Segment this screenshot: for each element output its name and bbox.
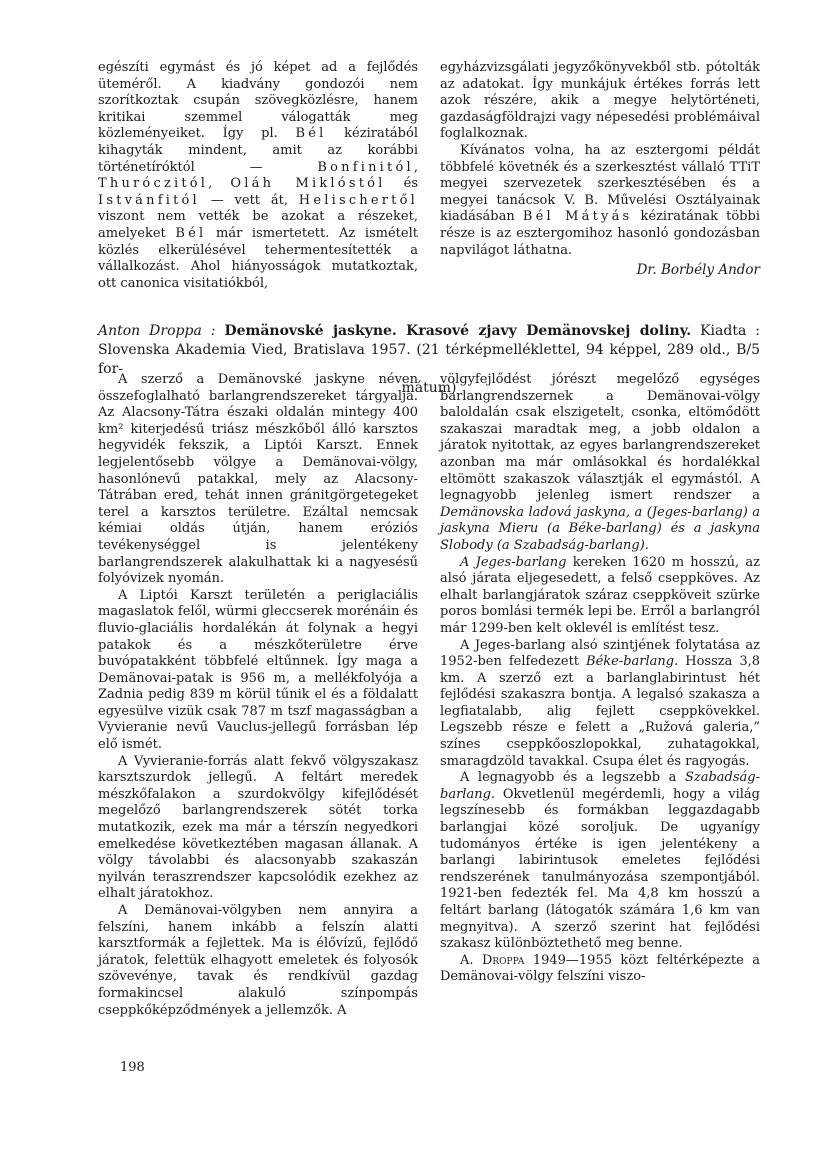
text: kereken 1620 m hosszú, az alsó járata eljegesedett, a felső cseppköves. Az elhalt barlangjáratok száraz cseppköveit szürke poros bomlási termék lepi be. Erről a barlangról már 1299-ben kelt oklevél is említést tesz.: [440, 554, 760, 636]
bottom-right-column: [440, 372, 760, 986]
paragraph: [440, 770, 760, 953]
name-istvanfi: Istvánfitól: [98, 192, 200, 208]
text: egészíti egymást és jó képet ad a fejlődés üteméről. A kiadvány gondozói nem szorítkoztak csupán szövegközlésre, hanem kritikai szemmel válogatták meg közleményeiket. Így pl.: [98, 60, 418, 142]
name-bel-matyas: Bél Mátyás: [522, 209, 633, 225]
paragraph: egyházvizsgálati jegyzőkönyvekből stb. pótolták az adatokat. Így munkájuk értékes forrás lett azok részére, akik a megye helytörténeti, gazdaságföldrajzi vagy népesedési problémáival foglalkoznak.: [440, 60, 760, 142]
top-left-column: [98, 60, 418, 292]
paragraph: A Vyvieranie-forrás alatt fekvő völgyszakasz karsztszurdok jellegű. A feltárt meredek mészkőfalakon a szurdokvölgy kifejlődését megelőző barlangrendszerek sötét torka mutatkozik, ezek ma már a térszín negyedkori emelkedése következtében magasan állanak. A völgy távolabbi és alacsonyabb szakaszán nyilván teraszrendszer kapcsolódik ezekhez az elhalt járatokhoz.: [98, 753, 418, 902]
paragraph: [440, 143, 760, 259]
text: Kívánatos volna, ha az esztergomi példát többfelé követnék és a szerkesztést vállaló TTiT megyei szervezetek szerkesztésében és a megyei tanácsok V. B. Művelési Osztályainak kiadásában: [440, 142, 760, 225]
cave-names: Demänovska ladová jaskyna, a (Jeges-barlang) a jaskyna Mieru (a Béke-barlang) és a jaskyna Slobody (a Szabadság-barlang).: [440, 504, 760, 553]
text: Hossza 3,8 km. A szerző ezt a barlanglabirintust hét fejlődési szakaszra bontja. A legalsó szakasza a legfiatalabb, alig fejlett cseppkövekkel. Legszebb része e felett a „Ružová galeria,” színes cseppkőoszlopokkal, zuhatagokkal, smaragdzöld tavakkal. Csupa élet és ragyogás.: [440, 654, 760, 769]
text: A Jeges-barlang alsó szintjének folytatása az 1952-ben felfedezett: [440, 637, 760, 670]
text: már ismertetett. Az ismételt közlés elkerülésével tehermentesítették a vállalkozást. Ahol hiányosságok mutatkoztak, ott canonica visitatiókból,: [98, 225, 418, 291]
bottom-left-column: [98, 372, 418, 1019]
paragraph: A Demänovai-völgyben nem annyira a felszíni, hanem inkább a felszín alatti karsztformák a fejlettek. Ma is élővízű, fejlődő járatok, felettük elhagyott emeletek és folyosók szövevénye, tavak és rendkívül gazdag formakincsel alakuló színpompás cseppkőképződmények a jellemzők. A: [98, 903, 418, 1018]
text: kéziratából kihagyták mindent, amit az korábbi történetíróktól —: [98, 126, 418, 175]
name-bonfini: Bonfinitól: [317, 159, 414, 175]
text: völgyfejlődést jórészt megelőző egységes barlangrendszernek a Demänovai-völgy baloldalán csak elszigetelt, csonka, eltömődött szakaszai maradtak meg, a jobb oldalon a járatok nyitottak, az egyes barlangrendszereket azonban ma már omlásokkal és hordalékkal eltömött szakaszok választják el egymástól. A legnagyobb jelenleg ismert rendszer a: [440, 372, 760, 504]
text: 1949—1955 közt feltérképezte a Demänovai-völgy felszíni viszo-: [440, 952, 760, 985]
review-publication-info-end: mátum): [401, 380, 457, 396]
name-thuroczi: Thuróczitól: [98, 176, 209, 192]
text: A.: [460, 952, 474, 968]
text: — vett át,: [210, 192, 288, 208]
name-helischer: Helischertől: [298, 192, 418, 208]
paragraph: [440, 638, 760, 771]
cave-name: Béke-barlang.: [586, 654, 679, 670]
text: viszont nem vették be azokat a részeket, amelyeket: [98, 209, 418, 241]
top-right-column: [440, 60, 760, 259]
paragraph: A Liptói Karszt területén a periglaciális magaslatok felől, würmi gleccserek morénáin és fluvio-glaciális hordalékán át folynak a hegyi patakok és a mészkőterületre érve buvópatakként többfelé eltűnnek. Így maga a Demänovai-patak is 956 m, a mellékfolyója a Zadnia pedig 839 m körül tűnik el és a földalatt egyesülve vizük csak 787 m tszf magasságban a Vyvieranie nevű Vauclus-jellegű forrásban lép elő ismét.: [98, 587, 418, 753]
review-publication-info: Kiadta : Slovenska Akademia Vied, Bratislava 1957. (21 térképmelléklettel, 94 képpel, 289 old., B/5 for-: [98, 323, 761, 377]
paragraph: [440, 372, 760, 555]
cave-name: A Jeges-barlang: [460, 554, 567, 570]
text: kéziratának többi része is az esztergomihoz hasonló gondozásban napvilágot láthatna.: [440, 209, 760, 258]
page-number: 198: [120, 1060, 145, 1075]
paragraph: A szerző a Demänovské jaskyne néven összefoglalható barlangrendszereket tárgyalja. Az Alacsony-Tátra északi oldalán mintegy 400 km² kiterjedésű triász mészkőből álló karsztos hegyvidék fekszik, a Liptói Karszt. Ennek legjelentősebb völgye a Demänovai-völgy, hasonlónevű patakkal, mely az Alacsony-Tátrában ered, tehát innen gránitgörgetegeket terel a karsztos területre. Ezáltal nemcsak kémiai oldás útján, hanem eróziós tevékenységgel is jelentékeny barlangrendszerek alakulhattak ki a nagyesésű folyóvizek nyomán.: [98, 372, 418, 587]
review-author: Anton Droppa :: [98, 323, 216, 339]
name-olah: Oláh Miklóstól: [230, 176, 386, 192]
paragraph: egészíti egymást és jó képet ad a fejlődés üteméről. A kiadvány gondozói nem szorítkoztak csupán szövegközlésre, hanem kritikai szemmel válogatták meg közleményeiket. Így pl. Bél kéziratából kihagyták mindent, amit az korábbi történetíróktól — Bonfinitól, Thuróczitól, Oláh Miklóstól és Istvánfitól — vett át, Helischertől viszont nem vették be azokat a részeket, amelyeket Bél már ismertetett. Az ismételt közlés elkerülésével tehermentesítették a vállalkozást. Ahol hiányosságok mutatkoztak, ott canonica visitatiókból,: [98, 60, 418, 291]
name-bel: Bél: [295, 126, 327, 142]
name-bel: Bél: [175, 225, 207, 241]
paragraph: [440, 953, 760, 986]
review-book-title: Demänovské jaskyne. Krasové zjavy Demänovskej doliny.: [224, 323, 692, 339]
cave-name: Szabadság-barlang.: [440, 770, 760, 802]
review-signature: Dr. Borbély Andor: [636, 262, 760, 278]
text: Okvetlenül megérdemli, hogy a világ legszínesebb és formákban leggazdagabb barlangjai közé soroljuk. De ugyanígy tudományos értéke is igen jelentékeny a barlangi labirintusok emeletes fejlődési rendszerének tanulmányozása szempontjából. 1921-ben fedezték fel. Ma 4,8 km hosszú a feltárt barlang (látogatók számára 1,6 km van megnyitva). A szerző szerint hat fejlődési szakasz különböztethető meg benne.: [440, 786, 760, 952]
author-name-droppa: Droppa: [481, 952, 525, 968]
paragraph: [440, 555, 760, 638]
text: A legnagyobb és a legszebb a: [460, 770, 677, 786]
